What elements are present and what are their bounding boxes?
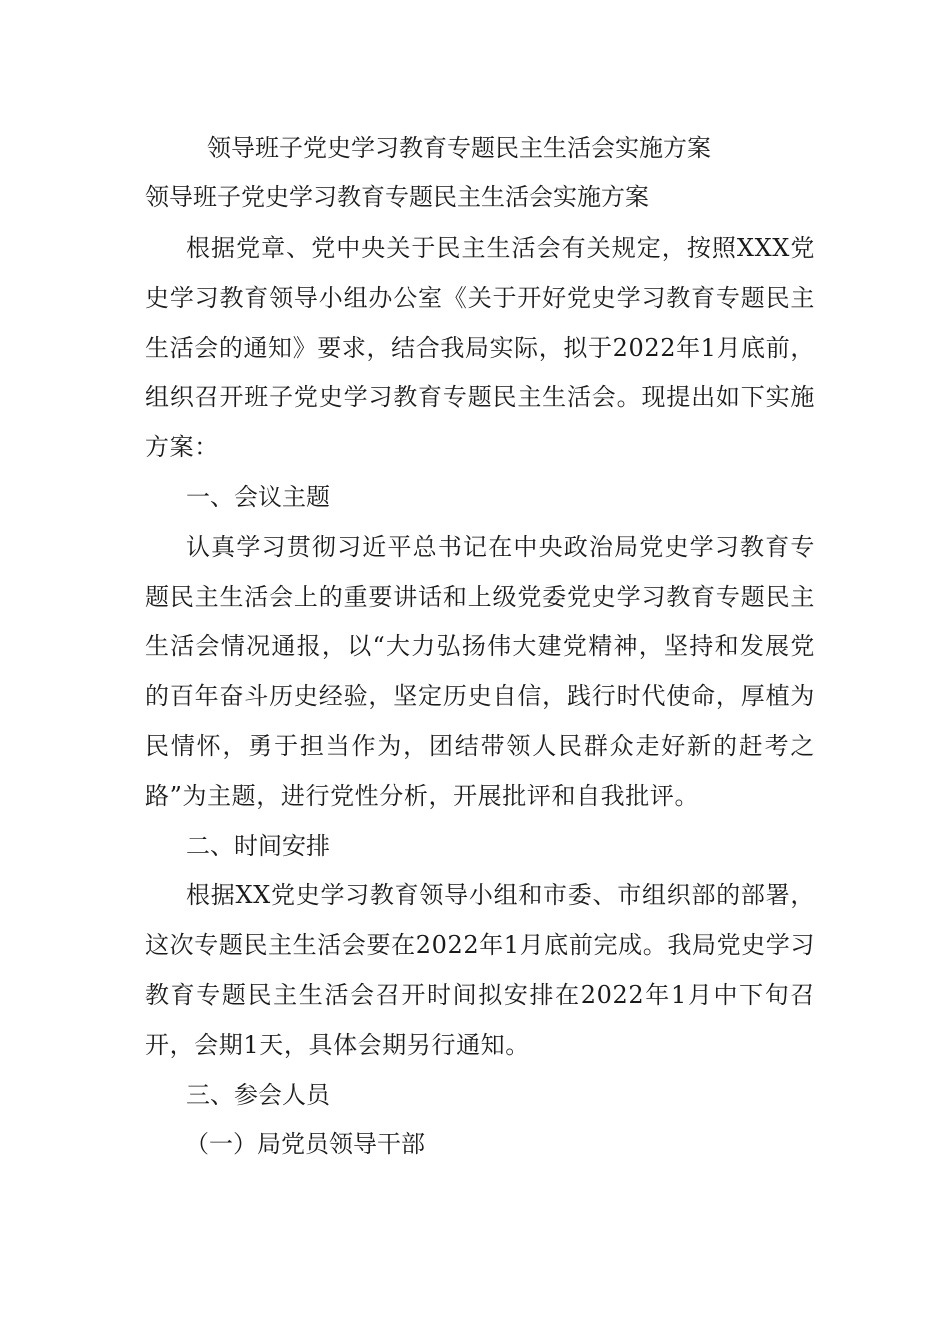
subsection-heading-party-leaders: （一）局党员领导干部 bbox=[185, 1130, 425, 1159]
document-page bbox=[145, 128, 815, 1170]
section-heading-schedule: 二、时间安排 bbox=[186, 831, 330, 860]
section-body-schedule: 根据XX党史学习教育领导小组和市委、市组织部的部署，这次专题民主生活会要在2022年1月底前完成。我局党史学习教育专题民主生活会召开时间拟安排在2022年1月中下旬召开，会期1天，具体会期另行通知。 bbox=[145, 881, 815, 1059]
section-heading-theme: 一、会议主题 bbox=[186, 482, 330, 511]
section-body-theme: 认真学习贯彻习近平总书记在中央政治局党史学习教育专题民主生活会上的重要讲话和上级党委党史学习教育专题民主生活会情况通报，以“大力弘扬伟大建党精神，坚持和发展党的百年奋斗历史经验，坚定历史自信，践行时代使命，厚植为民情怀，勇于担当作为，团结带领人民群众走好新的赶考之路”为主题，进行党性分析，开展批评和自我批评。 bbox=[145, 532, 815, 810]
intro-paragraph: 根据党章、党中央关于民主生活会有关规定，按照XXX党史学习教育领导小组办公室《关于开好党史学习教育专题民主生活会的通知》要求，结合我局实际，拟于2022年1月底前，组织召开班子党史学习教育专题民主生活会。现提出如下实施方案： bbox=[145, 234, 815, 462]
section-heading-attendees: 三、参会人员 bbox=[186, 1080, 330, 1109]
document-title: 领导班子党史学习教育专题民主生活会实施方案 bbox=[207, 134, 711, 162]
document-subtitle: 领导班子党史学习教育专题民主生活会实施方案 bbox=[145, 183, 649, 211]
